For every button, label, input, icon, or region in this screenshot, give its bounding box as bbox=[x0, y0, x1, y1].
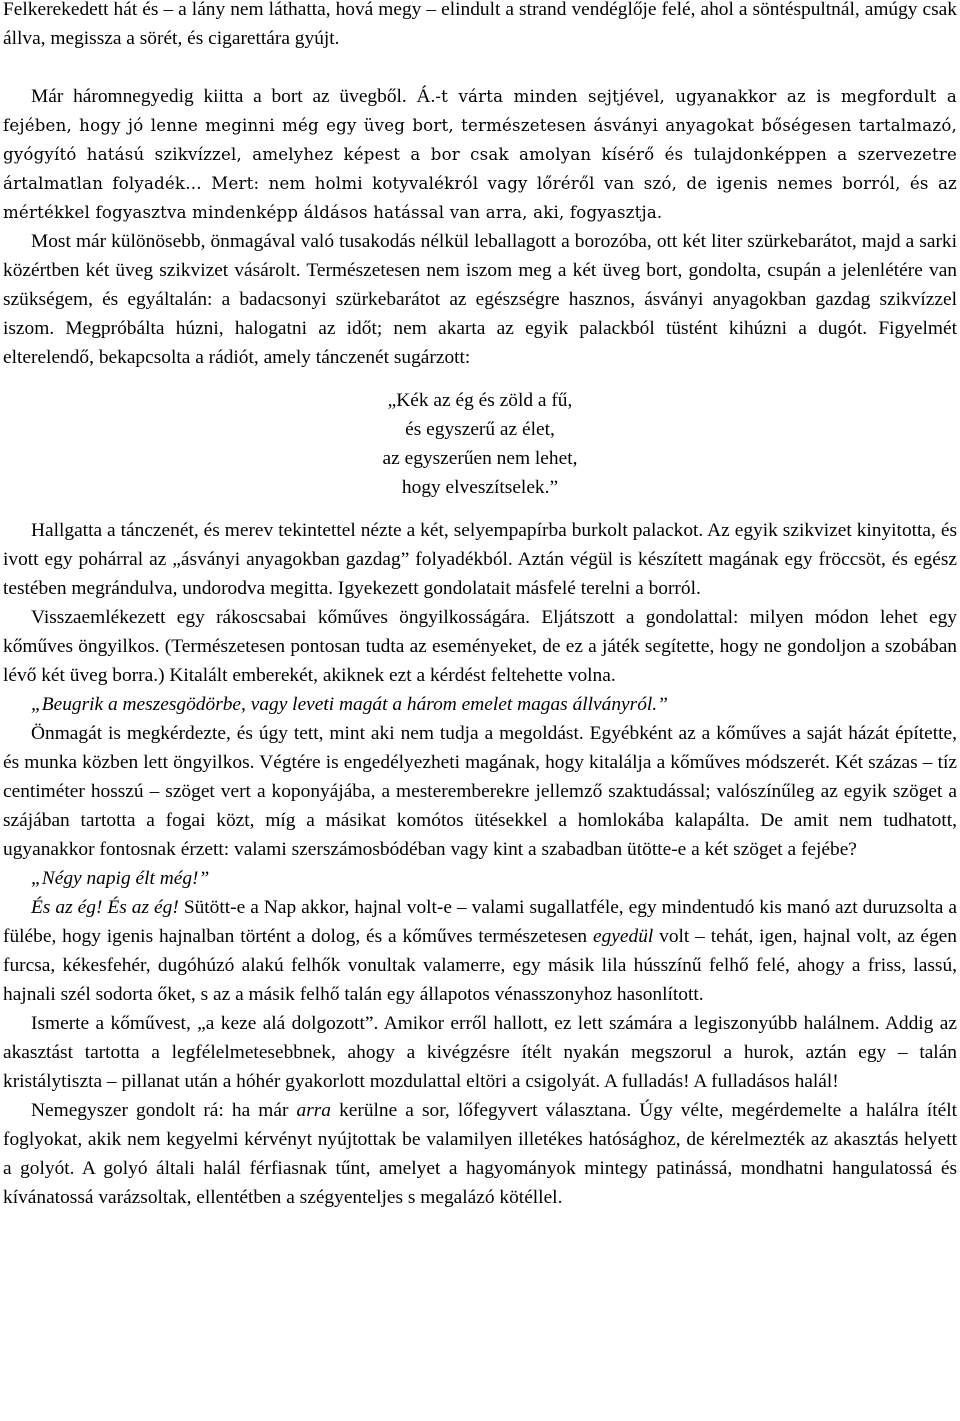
paragraph-5: Visszaemlékezett egy rákoscsabai kőműves öngyilkosságára. Eljátszott a gondolattal: milyen módon lehet egy kőműves öngyilkos. (Természetesen pontosan tudta az eseményeket, de ez a játék segítette, hogy ne gondoljon a szobában lévő két üveg borra.) Kitalált emberekét, akiknek ezt a kérdést feltehette volna. bbox=[3, 607, 957, 686]
paragraph-9-a: Nemegyszer gondolt rá: ha már bbox=[31, 1100, 297, 1121]
quote-2-text: „Négy napig élt még!” bbox=[31, 868, 210, 889]
paragraph-3-a: Most már különösebb, önmagával való tusakodás nélkül leballagott a borozóba, ott két liter szürkebarátot, majd a sarki közértben két üveg szikvizet vásárolt. bbox=[3, 231, 957, 281]
song-line-4: hogy elveszítselek.” bbox=[401, 477, 559, 498]
paragraph-6: Önmagát is megkérdezte, és úgy tett, mint aki nem tudja a megoldást. Egyébként az a kőműves a saját házát építette, és munka közben lett öngyilkos. Végtére is engedélyezheti magának, hogy kitalálja a kőműves módszerét. Két százas – tíz centiméter hosszú – szöget vert a koponyájába, a mesteremberekre jellemző szaktudással; valószínűleg az egyik szöget a szájában tartotta a fogai közt, míg a másikat komótos ütésekkel a homlokába kalapálta. De amit nem tudhatott, ugyanakkor fontosnak érzett: valami szerszámosbódéban vagy kint a szabadban ütötte-e a két szöget a fejébe? bbox=[3, 723, 957, 860]
song-line-2: és egyszerű az élet, bbox=[405, 419, 555, 440]
song-line-1: „Kék az ég és zöld a fű, bbox=[387, 390, 573, 411]
paragraph-9-emph: arra bbox=[296, 1100, 331, 1121]
paragraph-7 bbox=[3, 893, 957, 1009]
paragraph-2-rest: -t várta minden sejtjével, ugyanakkor az is megfordult a fejében, hogy jó lenne meginni még egy üveg bort, természetesen ásványi anyagokat bőségesen tartalmazó, gyógyító hatású szikvízzel, amelyhez képest a bor csak amolyan kísérő és tulajdonképpen a szervezetre ártalmatlan folyadék… Mert: nem holmi kotyvalékról vagy lőréről van szó, de igenis nemes borról, és az mértékkel fogyasztva mindenképp áldásos hatással van arra, aki, fogyasztja. bbox=[3, 87, 957, 222]
song-lyrics bbox=[3, 386, 957, 502]
quote-2 bbox=[3, 864, 957, 893]
poem-gap-after bbox=[3, 502, 957, 516]
paragraph-1: Felkerekedett hát és – a lány nem láthatta, hová megy – elindult a strand vendéglője felé, ahol a söntéspultnál, amúgy csak állva, megissza a sörét, és cigarettára gyújt. bbox=[3, 0, 957, 49]
paragraph-8: Ismerte a kőművest, „a keze alá dolgozott”. Amikor erről hallott, ez lett számára a legiszonyúbb halálnem. Addig az akasztást tartotta a legfélelmetesebbnek, ahogy a kivégzésre ítélt nyakán megszorul a hurok, aztán egy – talán kristálytiszta – pillanat után a hóhér gyakorlott mozdulattal eltöri a csigolyát. A fulladás! A fulladásos halál! bbox=[3, 1013, 957, 1092]
paragraph-4: Hallgatta a tánczenét, és merev tekintettel nézte a két, selyempapírba burkolt palackot. Az egyik szikvizet kinyitotta, és ivott egy pohárral az „ásványi anyagokban gazdag” folyadékból. Aztán végül is készített magának egy fröccsöt, és egész testében megrándulva, undorodva megitta. Igyekezett gondolatait másfelé terelni a borról. bbox=[3, 520, 957, 599]
poem-gap bbox=[3, 372, 957, 386]
paragraph-7-b: volt – tehát, igen, hajnal volt, az égen furcsa, kékesfehér, dugóhúzó alakú felhők vonultak valamerre, egy másik lila hússzínű felhő felé, ahogy a friss, lassú, hajnali szél sodorta őket, s az a másik felhő talán egy állapotos vénasszonyhoz hasonlított. bbox=[3, 926, 957, 1005]
paragraph-7-italic: És az ég! És az ég! bbox=[31, 897, 179, 918]
quote-1-text: „Beugrik a meszesgödörbe, vagy leveti magát a három emelet magas állványról.” bbox=[31, 694, 668, 715]
paragraph-7-a: Sütött-e a Nap akkor, hajnal volt-e – valami sugallatféle, egy mindentudó kis manó azt duruzsolta a fülébe, hogy igenis hajnalban történt a dolog, és a kőműves természetesen bbox=[3, 897, 958, 947]
song-line-3: az egyszerűen nem lehet, bbox=[382, 448, 578, 469]
paragraph-2 bbox=[3, 82, 957, 227]
document-page bbox=[3, 0, 957, 1212]
paragraph-9 bbox=[3, 1096, 957, 1212]
quote-1 bbox=[3, 690, 957, 719]
paragraph-gap bbox=[3, 53, 957, 82]
paragraph-7-emph: egyedül bbox=[592, 926, 654, 947]
paragraph-9-b: kerülne a sor, lőfegyvert választana. Úgy vélte, megérdemelte a halálra ítélt foglyokat, akik nem kegyelmi kérvényt nyújtottak be valamilyen illetékes hatósághoz, de kérelmezték az akasztás helyett a golyót. A golyó általi halál férfiasnak tűnt, amelyet a hagyományok mintegy patinássá, mondhatni hangulatossá és kívánatossá varázsoltak, ellentétben a szégyenteljes s megalázó kötéllel. bbox=[3, 1100, 957, 1208]
paragraph-3 bbox=[3, 227, 957, 372]
paragraph-3-b: Természetesen nem iszom meg a két üveg bort, gondolta, csupán a jelenlétére van szükségem, és egyáltalán: a badacsonyi szürkebarátot az egészségre hasznos, ásványi anyagokban gazdag szikvízzel iszom. Megpróbálta húzni, halogatni az időt; nem akarta az egyik palackból tüstént kihúzni a dugót. Figyelmét elterelendő, bekapcsolta a rádiót, amely tánczenét sugárzott: bbox=[3, 260, 957, 368]
paragraph-2-start: Már háromnegyedig kiitta a bort az üvegből. Á. bbox=[31, 86, 436, 107]
